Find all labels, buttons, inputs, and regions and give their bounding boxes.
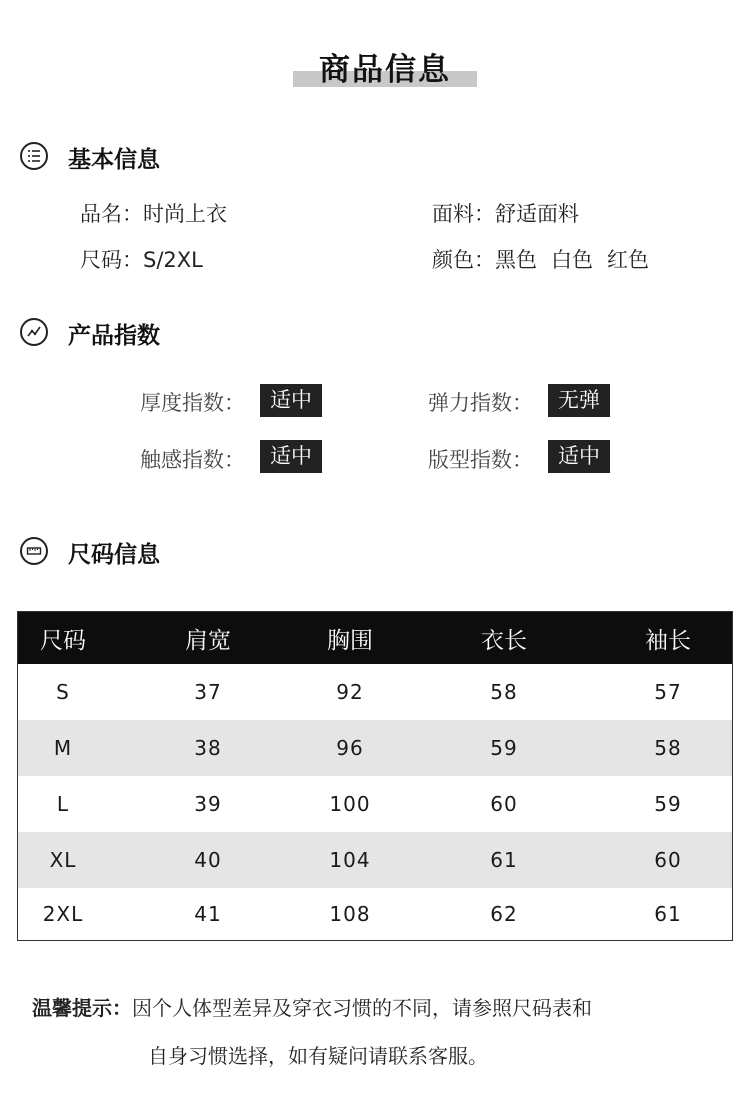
- header-chest: 胸围: [327, 627, 373, 654]
- cell-size: S: [56, 680, 70, 704]
- elasticity-index-label: 弹力指数：: [428, 391, 533, 415]
- cell-shoulder: 38: [194, 736, 222, 760]
- size-field: [80, 244, 203, 274]
- cell-chest: 96: [336, 736, 364, 760]
- header-size: 尺码: [40, 627, 86, 654]
- fabric-value: 舒适面料: [495, 202, 579, 226]
- table-row: [18, 664, 732, 720]
- name-label: 品名：: [80, 202, 143, 226]
- thickness-index-label: 厚度指数：: [140, 391, 245, 415]
- cell-chest: 100: [329, 792, 371, 816]
- cell-shoulder: 40: [194, 848, 222, 872]
- header-shoulder: 肩宽: [185, 627, 231, 654]
- cell-size: XL: [49, 848, 77, 872]
- cell-sleeve: 60: [654, 848, 682, 872]
- fit-index-label: 版型指数：: [428, 448, 533, 472]
- color-value-red: 红色: [607, 248, 649, 272]
- list-icon: [20, 142, 48, 170]
- tip-line-1: [32, 992, 592, 1021]
- header-sleeve: 袖长: [645, 627, 691, 654]
- color-value-black: 黑色: [495, 248, 537, 272]
- name-field: [80, 198, 227, 228]
- size-value: S/2XL: [143, 248, 203, 272]
- section-title-size: 尺码信息: [68, 542, 160, 568]
- tip-text-1: 因个人体型差异及穿衣习惯的不同，请参照尺码表和: [132, 996, 592, 1020]
- touch-index-label: 触感指数：: [140, 448, 245, 472]
- name-value: 时尚上衣: [143, 202, 227, 226]
- table-row: [18, 776, 732, 832]
- size-table: [17, 611, 733, 941]
- table-row: [18, 888, 732, 940]
- elasticity-index-badge: 无弹: [548, 384, 610, 417]
- fabric-label: 面料：: [432, 202, 495, 226]
- page-title: 商品信息: [319, 52, 451, 88]
- cell-sleeve: 58: [654, 736, 682, 760]
- fit-index-badge: 适中: [548, 440, 610, 473]
- cell-length: 61: [490, 848, 518, 872]
- cell-length: 62: [490, 902, 518, 926]
- tip-line-2: 自身习惯选择，如有疑问请联系客服。: [148, 1044, 488, 1068]
- touch-index-badge: 适中: [260, 440, 322, 473]
- ruler-icon: [20, 537, 48, 565]
- cell-sleeve: 61: [654, 902, 682, 926]
- cell-chest: 92: [336, 680, 364, 704]
- cell-shoulder: 41: [194, 902, 222, 926]
- fabric-field: [432, 198, 579, 228]
- color-value-white: 白色: [551, 248, 593, 272]
- header-length: 衣长: [481, 627, 527, 654]
- cell-chest: 104: [329, 848, 371, 872]
- color-label: 颜色：: [432, 248, 495, 272]
- cell-shoulder: 37: [194, 680, 222, 704]
- color-field: [432, 244, 649, 274]
- cell-sleeve: 57: [654, 680, 682, 704]
- cell-sleeve: 59: [654, 792, 682, 816]
- section-title-basic: 基本信息: [68, 147, 160, 173]
- trend-icon: [20, 318, 48, 346]
- cell-length: 59: [490, 736, 518, 760]
- table-row: [18, 832, 732, 888]
- cell-shoulder: 39: [194, 792, 222, 816]
- tip-label: 温馨提示：: [32, 996, 132, 1020]
- section-title-index: 产品指数: [68, 323, 160, 349]
- cell-length: 58: [490, 680, 518, 704]
- table-row: [18, 720, 732, 776]
- cell-size: L: [56, 792, 70, 816]
- cell-size: 2XL: [42, 902, 84, 926]
- cell-chest: 108: [329, 902, 371, 926]
- cell-length: 60: [490, 792, 518, 816]
- cell-size: M: [53, 736, 73, 760]
- size-label: 尺码：: [80, 248, 143, 272]
- table-header-row: [18, 612, 732, 664]
- thickness-index-badge: 适中: [260, 384, 322, 417]
